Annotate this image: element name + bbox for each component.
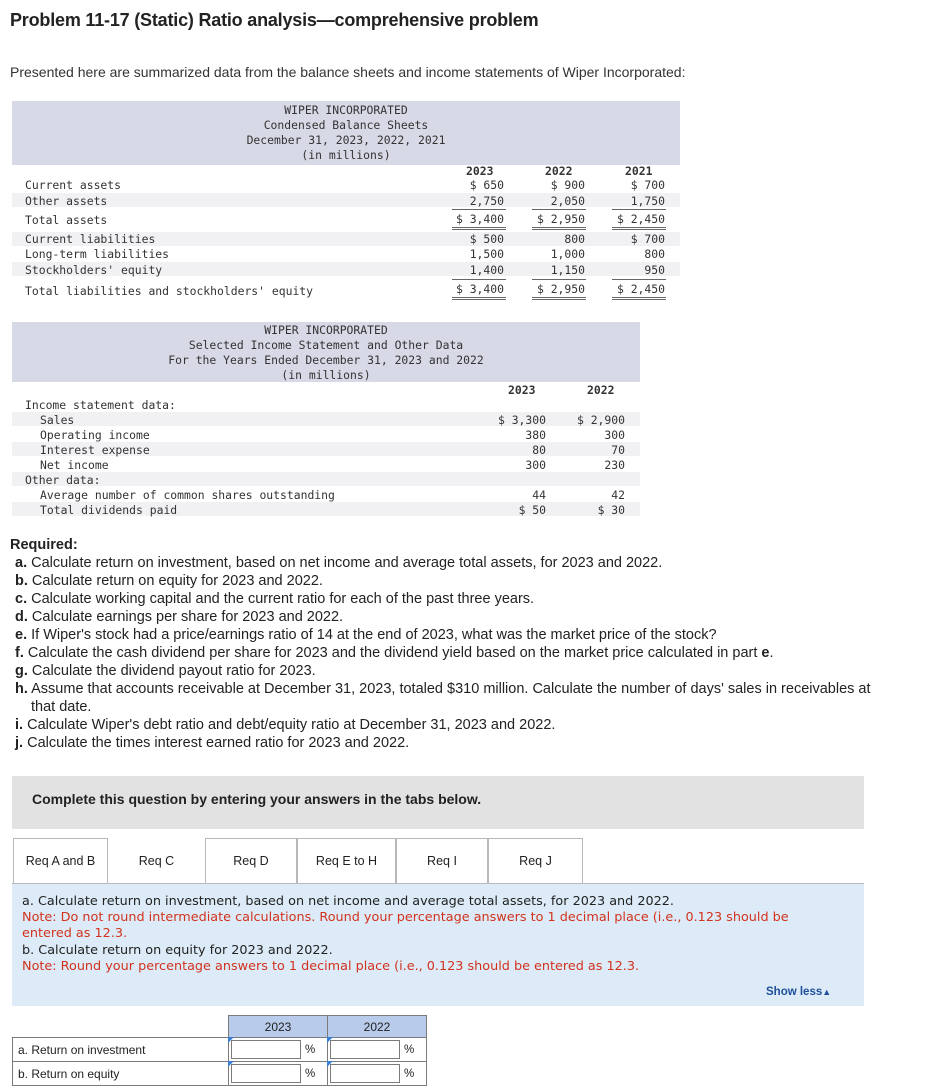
bs-row-label: Total assets [25,213,108,227]
rule [612,299,666,300]
info-note-a-cont: entered as 12.3. [22,926,128,941]
is-cell: $ 2,900 [576,413,625,427]
required-item-cont: that date. [31,699,92,715]
item-text: Calculate the dividend payout ratio for 2023. [31,663,316,679]
instructions-panel [12,776,864,829]
item-text: Calculate Wiper's debt ratio and debt/equity ratio at December 31, 2023 and 2022. [27,717,556,733]
bs-row-label: Current assets [25,178,122,192]
is-header-line: For the Years Ended December 31, 2023 and 2022 [168,353,484,367]
rule [452,299,506,300]
is-row-label: Sales [40,413,75,427]
percent-sign: % [303,1062,328,1086]
blank-header [13,1016,229,1038]
item-text: Calculate earnings per share for 2023 and 2022. [31,609,344,625]
bs-cell: $ 2,450 [616,282,665,296]
bs-year-2022: 2022 [545,164,573,178]
bs-year-2023: 2023 [466,164,494,178]
bs-cell: 800 [644,247,665,261]
rule [612,297,666,298]
income-statement-header [12,322,640,382]
info-note-b: Note: Round your percentage answers to 1 decimal place (i.e., 0.123 should be entered as 12.3. [22,959,640,974]
bs-header-line: (in millions) [301,148,391,162]
item-letter: b. [15,573,28,589]
page-title: Problem 11-17 (Static) Ratio analysis—comprehensive problem [10,10,539,30]
required-item [15,644,935,662]
item-text: Calculate return on equity for 2023 and 2022. [31,573,323,589]
bs-header-line: December 31, 2023, 2022, 2021 [246,133,446,147]
rule [452,297,506,298]
show-less-link[interactable] [766,986,831,998]
item-letter: i. [15,717,24,733]
bs-cell: 800 [564,232,585,246]
instructions-text: Complete this question by entering your answers in the tabs below. [32,791,482,807]
is-row-label: Operating income [40,428,150,442]
rule [612,209,666,210]
rule [452,227,506,228]
bs-cell: $ 700 [630,178,665,192]
rule [532,297,586,298]
is-cell: 300 [525,458,546,472]
input-marker-icon [327,1061,333,1067]
is-cell: $ 50 [518,503,546,517]
percent-sign: % [402,1062,427,1086]
question-info-box [12,884,864,1006]
item-suffix: e [761,645,770,661]
tab-req-j[interactable]: Req J [488,838,583,883]
row-stripe [12,472,640,486]
rule [532,209,586,210]
item-letter: a. [15,555,28,571]
bs-header-line: WIPER INCORPORATED [284,103,408,117]
required-item [15,716,935,734]
rule [532,227,586,228]
bs-cell: $ 900 [550,178,585,192]
required-item [15,680,935,698]
item-letter: j. [15,735,24,751]
info-line-b: b. Calculate return on equity for 2023 and 2022. [22,943,333,958]
is-row-label: Total dividends paid [40,503,178,517]
bs-cell: 1,500 [469,247,504,261]
row-label-roe: b. Return on equity [13,1062,229,1086]
col-header-2022: 2022 [328,1016,427,1038]
input-marker-icon [228,1061,234,1067]
bs-cell: $ 650 [469,178,504,192]
bs-cell: $ 500 [469,232,504,246]
item-text: Calculate the times interest earned ratio for 2023 and 2022. [27,735,410,751]
row-label-roi: a. Return on investment [13,1038,229,1062]
info-note-a: Note: Do not round intermediate calculations. Round your percentage answers to 1 decimal place (i.e., 0.123 should be [22,910,789,925]
item-text: Assume that accounts receivable at December 31, 2023, totaled $310 million. Calculate the number of days' sales in receivables at [31,681,871,697]
bs-cell: 1,000 [550,247,585,261]
required-item [15,734,935,752]
tab-req-d[interactable]: Req D [205,838,297,883]
is-cell: 42 [611,488,625,502]
item-end: . [769,645,774,661]
triangle-up-icon: ▲ [822,987,832,997]
roe-2023-cell [229,1062,304,1086]
rule [612,229,666,230]
is-cell: 300 [604,428,625,442]
is-cell: 230 [604,458,625,472]
required-item [15,554,935,572]
roe-2022-input[interactable] [330,1064,400,1083]
tab-req-c[interactable]: Req C [108,838,205,883]
is-cell: $ 3,300 [497,413,546,427]
section-label: Income statement data: [25,398,176,412]
tab-req-e-to-h[interactable]: Req E to H [297,838,396,883]
is-row-label: Average number of common shares outstanding [40,488,335,502]
rule [452,209,506,210]
bs-cell: $ 700 [630,232,665,246]
rule [452,279,506,280]
is-row-label: Net income [40,458,109,472]
item-letter: d. [15,609,28,625]
bs-row-label: Stockholders' equity [25,263,163,277]
required-item [15,590,935,608]
bs-cell: 1,150 [550,263,585,277]
item-text: Calculate the cash dividend per share for 2023 and the dividend yield based on the market price calculated in part [27,645,758,661]
bs-cell: $ 2,450 [616,212,665,226]
bs-cell: $ 3,400 [455,212,504,226]
rule [532,299,586,300]
is-row-label: Interest expense [40,443,150,457]
percent-sign: % [402,1038,427,1062]
input-marker-icon [327,1037,333,1043]
bs-year-2021: 2021 [625,164,653,178]
intro-text: Presented here are summarized data from the balance sheets and income statements of Wiper Incorporated: [10,64,686,80]
section-label: Other data: [25,473,101,487]
answer-table [12,1015,427,1086]
item-letter: e. [15,627,28,643]
item-text: Calculate return on investment, based on net income and average total assets, for 2023 and 2022. [31,555,663,571]
roe-2023-input[interactable] [231,1064,301,1083]
bs-cell: $ 3,400 [455,282,504,296]
is-cell: 44 [532,488,546,502]
bs-cell: $ 2,950 [536,212,585,226]
required-heading: Required: [10,537,78,553]
is-header-line: (in millions) [281,368,371,382]
tab-req-a-and-b[interactable]: Req A and B [13,838,108,883]
balance-sheet-header [12,101,680,165]
item-letter: c. [15,591,28,607]
bs-row-label: Long-term liabilities [25,247,170,261]
required-item [15,608,935,626]
bs-cell: 950 [644,263,665,277]
input-marker-icon [228,1037,234,1043]
roi-2022-input[interactable] [330,1040,400,1059]
bs-cell: 2,750 [469,194,504,208]
is-cell: 80 [532,443,546,457]
item-letter: h. [15,681,28,697]
bs-row-label: Other assets [25,194,108,208]
bs-cell: 1,750 [630,194,665,208]
is-cell: 70 [611,443,625,457]
col-header-2023: 2023 [229,1016,328,1038]
required-item [15,626,935,644]
bs-row-label: Total liabilities and stockholders' equity [25,284,314,298]
bs-cell: $ 2,950 [536,282,585,296]
roi-2023-input[interactable] [231,1040,301,1059]
required-item [15,572,935,590]
bs-cell: 1,400 [469,263,504,277]
is-cell: 380 [525,428,546,442]
roi-2022-cell [328,1038,403,1062]
required-item [15,662,935,680]
is-year-2023: 2023 [508,383,536,397]
is-cell: $ 30 [597,503,625,517]
item-letter: f. [15,645,24,661]
is-year-2022: 2022 [587,383,615,397]
roi-2023-cell [229,1038,304,1062]
item-letter: g. [15,663,28,679]
is-header-line: WIPER INCORPORATED [264,323,388,337]
item-text: Calculate working capital and the current ratio for each of the past three years. [31,591,535,607]
rule [452,229,506,230]
is-header-line: Selected Income Statement and Other Data [188,338,464,352]
bs-row-label: Current liabilities [25,232,156,246]
roe-2022-cell [328,1062,403,1086]
tab-req-i[interactable]: Req I [396,838,488,883]
rule [612,279,666,280]
rule [612,227,666,228]
rule [532,229,586,230]
show-less-label: Show less [766,986,823,998]
percent-sign: % [303,1038,328,1062]
bs-header-line: Condensed Balance Sheets [263,118,429,132]
bs-cell: 2,050 [550,194,585,208]
rule [532,279,586,280]
info-line-a: a. Calculate return on investment, based on net income and average total assets, for 2023 and 2022. [22,894,674,909]
item-text: If Wiper's stock had a price/earnings ratio of 14 at the end of 2023, what was the market price of the stock? [31,627,717,643]
